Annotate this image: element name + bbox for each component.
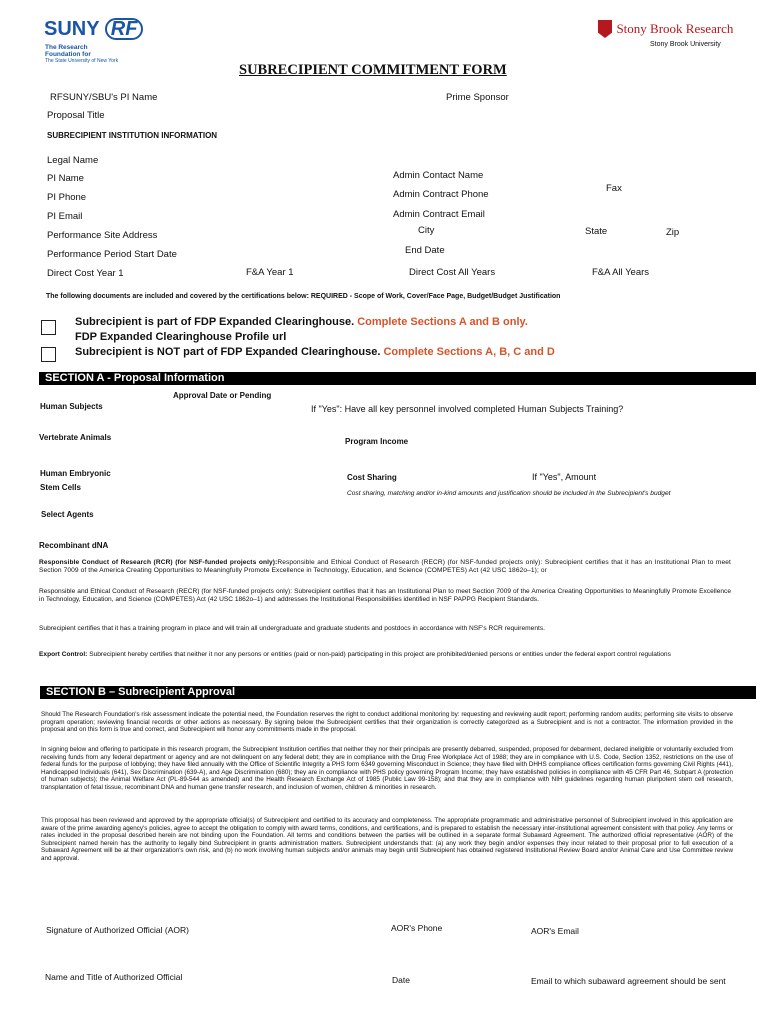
- aor-email-label: AOR's Email: [531, 926, 579, 936]
- suny-rf-logo: [44, 18, 143, 41]
- fax-label: Fax: [606, 183, 622, 194]
- period-start-label: Performance Period Start Date: [47, 249, 177, 260]
- rcr-text: Responsible and Ethical Conduct of Research (RECR) (for NSF-funded projects only): Subrecipient certifies that it has an Institutional Plan to meet Section 7009 of the America Creating Opportunities to Meaningfully Promote Excellence in Technology, Education, and Science (COMPETES) Act (42 USC 1862o–1); or: [39, 559, 731, 574]
- legal-name-label: Legal Name: [47, 155, 99, 166]
- approval-date-label: Approval Date or Pending: [173, 391, 272, 400]
- admin-contact-name-label: Admin Contact Name: [393, 170, 484, 181]
- if-yes-amount-label: If "Yes", Amount: [532, 472, 597, 482]
- pi-name-field-label: PI Name: [47, 173, 84, 184]
- fdp-member-text: Subrecipient is part of FDP Expanded Clearinghouse.: [75, 316, 355, 328]
- proposal-title-label: Proposal Title: [47, 110, 105, 121]
- hs-training-label: If "Yes": Have all key personnel involved completed Human Subjects Training?: [311, 404, 624, 414]
- prime-sponsor-label: Prime Sponsor: [446, 92, 509, 103]
- section-a-header: SECTION A - Proposal Information: [39, 372, 756, 385]
- section-b-para2: In signing below and offering to participate in this research program, the Subrecipient Institution certifies that neither they nor their principals are presently debarred, suspended, proposed for debarment, declared ineligible or voluntarily excluded from receiving funds from any federal department or agency and are not delinquent on any federal debt; they are in compliance with the Drug Free Workplace Act of 1988; they are in compliance with U.S. Code, Section 1352, restrictions on the use of federal funds for the purpose of lobbying; they have filed annually with the Office of Scientific Integrity a PHS form 6349 governing Misconduct in Science; they have filed with DHHS compliance offices certification forms governing Civil Rights (441), Handicapped Individuals (641), Sex Discrimination (639-A), and Age Discrimination (680); they are in compliance with PHS policy governing Program Income; they have established policies in compliance with 45 CFR Part 46, Subpart A (protection of human subjects); the Animal Welfare Act (PL-89-544 as amended) and the Health Research Exchange Act of 1985 (Public Law 99-158); and that they are in compliance with NIH guidelines regarding human pluripotent stem cell research, transplantation of fetal tissue, recombinant DNA and human gene transfer research, and inclusion of women, children & minorities in research.: [41, 746, 733, 791]
- end-date-label: End Date: [405, 245, 445, 256]
- cost-sharing-label: Cost Sharing: [347, 473, 397, 482]
- suny-line1: The Research: [45, 44, 88, 51]
- sbr-logo: [598, 20, 733, 38]
- human-subjects-label: Human Subjects: [40, 402, 103, 411]
- admin-contract-phone-label: Admin Contract Phone: [393, 189, 489, 200]
- select-agents-label: Select Agents: [41, 510, 94, 519]
- training-paragraph: Subrecipient certifies that it has a training program in place and will train all undergraduate and graduate students and postdocs in accordance with NSF's RCR requirements.: [39, 625, 545, 632]
- sbu-text: Stony Brook University: [650, 41, 721, 48]
- direct-cost-all-label: Direct Cost All Years: [409, 267, 496, 278]
- admin-contract-email-label: Admin Contract Email: [393, 209, 485, 220]
- program-income-label: Program Income: [345, 437, 409, 446]
- recr-paragraph: Responsible and Ethical Conduct of Research (RECR) (for NSF-funded projects only): Subrecipient certifies that it has an Institutional Plan to meet Section 7009 of the America Creating Opportunities to Meaningfully Promote Excellence in Technology, Education, and Science (COMPETES) Act (42 USC 1862o–1) and addresses the Institutional Responsibilities identified in NSF PAPPG Recipient Standards.: [39, 588, 731, 603]
- rf-logo-ring: RF: [105, 18, 144, 40]
- name-title-label: Name and Title of Authorized Official: [45, 972, 183, 982]
- form-title: SUBRECIPIENT COMMITMENT FORM: [239, 62, 507, 78]
- state-label: State: [585, 226, 608, 237]
- export-text: Subrecipient hereby certifies that neither it nor any persons or entities (paid or non-paid) participating in this project are prohibited/denied persons or entities under the federal export control regulations: [87, 651, 671, 658]
- institution-heading: SUBRECIPIENT INSTITUTION INFORMATION: [47, 131, 218, 140]
- export-paragraph: [39, 651, 731, 659]
- suny-line2: Foundation for: [45, 51, 91, 58]
- zip-label: Zip: [666, 227, 680, 238]
- documents-note: The following documents are included and covered by the certifications below: REQUIRED - Scope of Work, Cover/Face Page, Budget/Budget Justification: [46, 293, 561, 300]
- fdp-member-checkbox[interactable]: [41, 320, 56, 335]
- fdp-member-note: Complete Sections A and B only.: [357, 316, 528, 328]
- embryonic-label: [40, 467, 111, 495]
- pi-phone-label: PI Phone: [47, 192, 87, 203]
- direct-cost-y1-label: Direct Cost Year 1: [47, 268, 124, 279]
- fdp-profile-url-label: FDP Expanded Clearinghouse Profile url: [75, 331, 287, 343]
- suny-line3: The State University of New York: [45, 58, 119, 64]
- rcr-bold: Responsible Conduct of Research (RCR) (for NSF-funded projects only):: [39, 559, 278, 566]
- vertebrate-label: Vertebrate Animals: [39, 433, 112, 442]
- sbr-logo-text: Stony Brook Research: [616, 21, 734, 36]
- fa-all-label: F&A All Years: [592, 267, 650, 278]
- fdp-nonmember-note: Complete Sections A, B, C and D: [383, 346, 555, 358]
- pi-email-label: PI Email: [47, 211, 83, 222]
- fdp-member-option: [75, 316, 528, 328]
- performance-site-label: Performance Site Address: [47, 230, 158, 241]
- email-send-label: Email to which subaward agreement should be sent: [531, 976, 726, 986]
- export-bold: Export Control:: [39, 651, 88, 658]
- suny-tagline: [45, 44, 118, 65]
- fdp-nonmember-option: [75, 346, 555, 358]
- section-b-header: SECTION B – Subrecipient Approval: [40, 686, 756, 699]
- cost-sharing-note: Cost sharing, matching and/or in-kind amounts and justification should be included in the Subrecipient's budget: [347, 490, 671, 497]
- rcr-paragraph: [39, 559, 731, 575]
- embryonic-line1: Human Embryonic: [40, 469, 111, 478]
- city-label: City: [418, 225, 435, 236]
- fa-year1-label: F&A Year 1: [246, 267, 294, 278]
- suny-logo-text: SUNY: [44, 18, 100, 40]
- signature-label: Signature of Authorized Official (AOR): [46, 925, 189, 935]
- fdp-nonmember-text: Subrecipient is NOT part of FDP Expanded Clearinghouse.: [75, 346, 381, 358]
- pi-name-label: RFSUNY/SBU's PI Name: [50, 92, 158, 103]
- aor-phone-label: AOR's Phone: [391, 923, 443, 933]
- date-label: Date: [392, 975, 410, 985]
- section-b-para1: Should The Research Foundation's risk assessment indicate the potential need, the Foundation reserves the right to conduct additional monitoring by: requesting and reviewing audit report; performing random audits; performing site visits to observe program operation; reviewing financial records or other actions as necessary. By signing below the Subrecipient certifies that their organization is correctly categorized as a Subrecipient and is not a contractor. The information provided in the proposal and on this form is true and correct, and Subrecipient will honor any commitments made in the proposal.: [41, 711, 733, 734]
- sbr-shield-icon: [598, 20, 612, 38]
- section-b-para3: This proposal has been reviewed and approved by the appropriate official(s) of Subrecipient and certified to its accuracy and completeness. The appropriate programmatic and administrative personnel of Subrecipient involved in this application are aware of the prime awarding agency's policies, agree to accept the obligation to comply with award terms, conditions, and certifications, and is prepared to establish the necessary inter-institutional agreement consistent with that policy. Any terms or rates included in the proposal described herein are not binding upon the Foundation. All terms and conditions between the parties will be outlined in a separate formal Subaward Agreement. The authorized official representative (AOR) of the Subrecipient named herein has the authority to legally bind Subrecipient in grants administration matters. Subrecipient understands that: (a) any work they begin and/or expenses they incur related to their proposal prior to full execution of a Subaward Agreement will be at their organization's own risk, and (b) no work involving human subjects and/or animals may begin until Subrecipient has obtained registered Institutional Review Board and/or Animal Care and Use Committee review and approval.: [41, 817, 733, 862]
- fdp-nonmember-checkbox[interactable]: [41, 347, 56, 362]
- embryonic-line2: Stem Cells: [40, 483, 81, 492]
- recombinant-label: Recombinant dNA: [39, 541, 109, 550]
